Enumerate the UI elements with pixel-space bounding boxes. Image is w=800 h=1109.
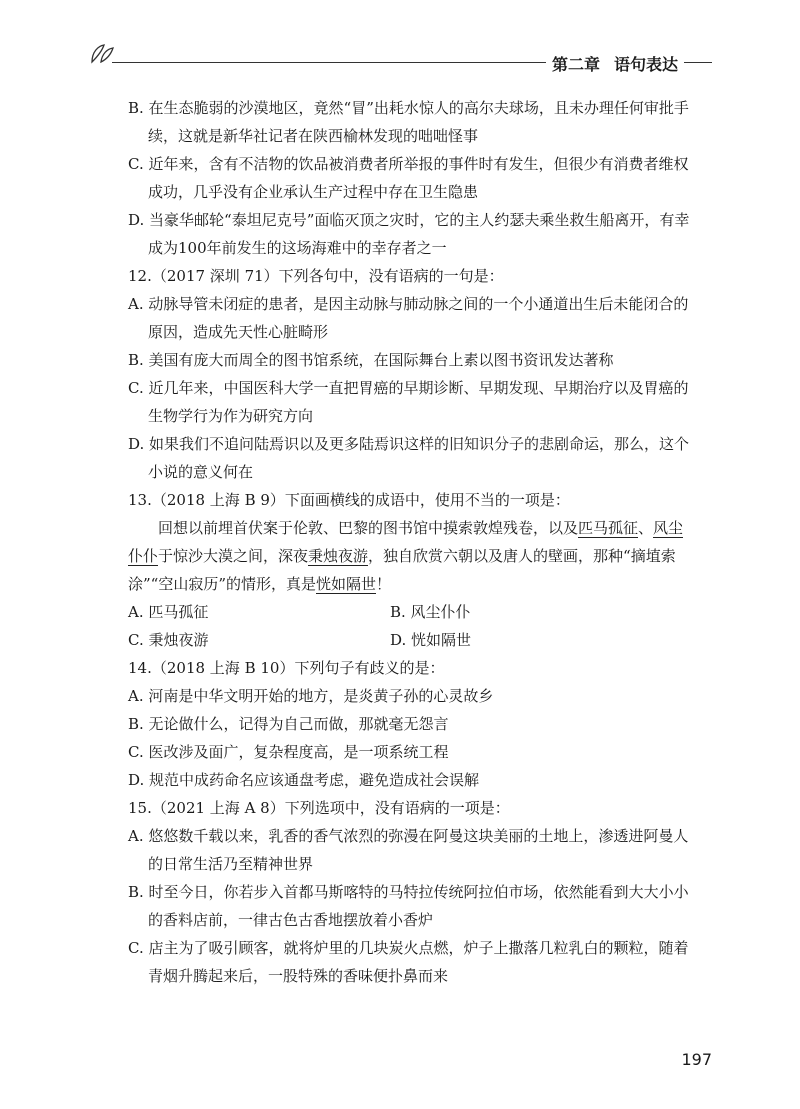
q13-option-c: C. 秉烛夜游 (128, 631, 209, 649)
q12-stem: 12.（2017 深圳 71）下列各句中，没有语病的一句是： (128, 267, 504, 285)
q14-option-c: C. 医改涉及面广，复杂程度高，是一项系统工程 (128, 743, 449, 761)
q14-option-a: A. 河南是中华文明开始的地方，是炎黄子孙的心灵故乡 (128, 687, 494, 705)
q13-passage-text: 、 (638, 519, 654, 537)
q15-stem: 15.（2021 上海 A 8）下列选项中，没有语病的一项是： (128, 799, 510, 817)
q13-option-a: A. 匹马孤征 (128, 603, 209, 621)
q15-option-a: A. 悠悠数千载以来，乳香的香气浓烈的弥漫在阿曼这块美丽的土地上，渗透进阿曼人的日常生活乃至精神世界 (128, 827, 689, 873)
q12-option-b: B. 美国有庞大而周全的图书馆系统，在国际舞台上素以图书资讯发达著称 (128, 351, 614, 369)
q14-option-d: D. 规范中成药命名应该通盘考虑，避免造成社会误解 (128, 771, 480, 789)
leaf-icon (88, 40, 116, 68)
q13-stem: 13.（2018 上海 B 9）下面画横线的成语中，使用不当的一项是： (128, 491, 570, 509)
header-rule-right (684, 62, 712, 63)
q13-underlined-idiom: 匹马孤征 (578, 519, 639, 537)
q12-option-d: D. 如果我们不追问陆焉识以及更多陆焉识这样的旧知识分子的悲剧命运，那么，这个小说的意义何在 (128, 435, 690, 481)
q13-underlined-idiom: 风尘仆仆 (128, 519, 684, 565)
q13-underlined-idiom: 恍如隔世 (316, 575, 377, 593)
q11-option-d: D. 当豪华邮轮“泰坦尼克号”面临灭顶之灾时，它的主人约瑟夫乘坐救生船离开，有幸成为100年前发生的这场海难中的幸存者之一 (128, 211, 690, 257)
q13-passage-text: ，独自欣赏六朝以及唐人的壁画，那种“摘埴索涂”“空山寂历”的情形，真是 (128, 547, 676, 593)
q11-option-b: B. 在生态脆弱的沙漠地区，竟然“冒”出耗水惊人的高尔夫球场，且未办理任何审批手续，这就是新华社记者在陕西榆林发现的咄咄怪事 (128, 99, 689, 145)
q14-option-b: B. 无论做什么，记得为自己而做，那就毫无怨言 (128, 715, 449, 733)
q11-option-c: C. 近年来，含有不洁物的饮品被消费者所举报的事件时有发生，但很少有消费者维权成功，几乎没有企业承认生产过程中存在卫生隐患 (128, 155, 689, 201)
q13-underlined-idiom: 秉烛夜游 (308, 547, 369, 565)
q15-option-b: B. 时至今日，你若步入首都马斯喀特的马特拉传统阿拉伯市场，依然能看到大大小小的香料店前，一律古色古香地摆放着小香炉 (128, 883, 689, 929)
q12-option-a: A. 动脉导管未闭症的患者，是因主动脉与肺动脉之间的一个小通道出生后未能闭合的原因，造成先天性心脏畸形 (128, 295, 689, 341)
page-header (88, 40, 712, 74)
q13-options-row (128, 598, 696, 626)
q13-passage (128, 514, 696, 598)
q13-option-b: B. 风尘仆仆 (390, 603, 471, 621)
q13-option-d: D. 恍如隔世 (390, 631, 472, 649)
q15-option-c: C. 店主为了吸引顾客，就将炉里的几块炭火点燃，炉子上撒落几粒乳白的颗粒，随着青烟升腾起来后，一股特殊的香味便扑鼻而来 (128, 939, 689, 985)
page-content (128, 94, 696, 990)
header-rule-left (112, 62, 548, 63)
page-number: 197 (681, 1050, 712, 1069)
chapter-title (546, 52, 684, 75)
q14-stem: 14.（2018 上海 B 10）下列句子有歧义的是： (128, 659, 445, 677)
q13-options-row (128, 626, 696, 654)
q12-option-c: C. 近几年来，中国医科大学一直把胃癌的早期诊断、早期发现、早期治疗以及胃癌的生物学行为作为研究方向 (128, 379, 689, 425)
section-label: 语句表达 (613, 55, 678, 74)
q13-passage-text: ！ (376, 575, 392, 593)
chapter-label: 第二章 (551, 55, 600, 74)
q13-passage-text: 于惊沙大漠之间，深夜 (158, 547, 309, 565)
q13-passage-text: 回想以前埋首伏案于伦敦、巴黎的图书馆中摸索敦煌残卷，以及 (158, 519, 579, 537)
